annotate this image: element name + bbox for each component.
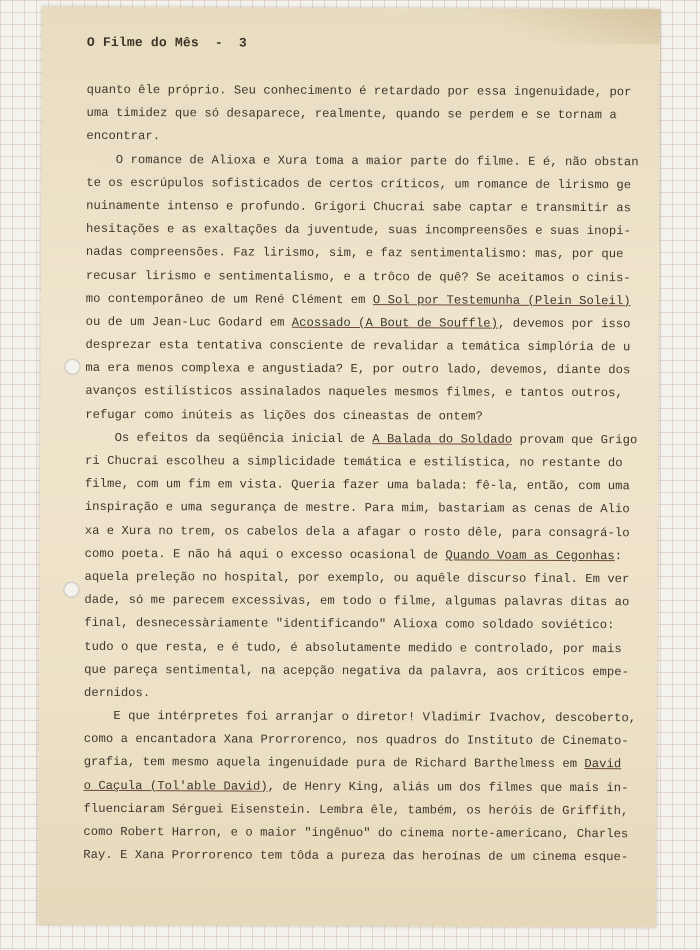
text-line bbox=[84, 659, 639, 685]
text-segment: xa e Xura no trem, os cabelos dela a afagar o rosto dêle, para consagrá-lo bbox=[84, 523, 630, 540]
underlined-title: Quando Voam as Cegonhas bbox=[445, 548, 615, 563]
text-line bbox=[86, 218, 641, 244]
text-segment: tudo o que resta, e é tudo, é absolutamente medido e controlado, por mais bbox=[84, 639, 622, 656]
text-segment: inspiração e uma segurança de mestre. Para mim, bastariam as cenas de Alio bbox=[84, 500, 630, 517]
underlined-title: O Sol por Testemunha (Plein Soleil) bbox=[372, 292, 631, 308]
underlined-title: A Balada do Soldado bbox=[372, 431, 513, 447]
text-line bbox=[84, 589, 639, 615]
text-line bbox=[86, 311, 641, 337]
text-segment: mo contemporâneo de um René Clément em bbox=[85, 291, 373, 307]
punch-hole-top bbox=[64, 359, 80, 375]
underlined-title: o Caçula (Tol'able David) bbox=[83, 778, 268, 794]
text-segment: fluenciaram Sérguei Eisenstein. Lembra êle, também, os heróis de Griffith, bbox=[83, 801, 629, 819]
text-segment: refugar como inúteis as lições dos cineastas de ontem? bbox=[85, 407, 483, 424]
text-line bbox=[86, 264, 641, 290]
text-segment: : bbox=[614, 548, 623, 563]
text-segment: que pareça sentimental, na acepção negativa da palavra, aos críticos empe- bbox=[84, 662, 630, 679]
text-segment: dade, só me parecem excessivas, em todo o filme, algumas palavras ditas ao bbox=[84, 592, 630, 610]
text-line bbox=[85, 450, 640, 476]
text-line bbox=[87, 79, 642, 105]
text-line bbox=[84, 728, 639, 754]
text-line bbox=[86, 148, 641, 174]
text-segment: quanto êle próprio. Seu conhecimento é retardado por essa ingenuidade, por bbox=[86, 82, 632, 100]
text-segment: recusar lirismo e sentimentalismo, e a trôco de quê? Se aceitamos o cinis- bbox=[85, 268, 631, 285]
text-line bbox=[84, 682, 639, 708]
text-line bbox=[86, 288, 641, 314]
text-line bbox=[86, 102, 641, 128]
text-segment: E que intérpretes foi arranjar o diretor! Vladimir Ivachov, descoberto, bbox=[83, 708, 637, 726]
text-segment: ma era menos complexa e angustiada? E, por outro lado, devemos, diante dos bbox=[85, 361, 631, 378]
page-header: O Filme do Mês - 3 bbox=[86, 34, 247, 51]
text-segment: nadas compreensões. Faz lirismo, sim, e faz sentimentalismo: mas, por que bbox=[85, 245, 624, 262]
text-segment: desprezar esta tentativa consciente de revalidar a temática simplória de u bbox=[85, 337, 631, 355]
text-line bbox=[86, 125, 641, 151]
text-line bbox=[85, 380, 640, 406]
text-line bbox=[83, 844, 638, 870]
text-line bbox=[83, 821, 638, 847]
text-segment: te os escrúpulos sofisticados de certos críticos, um romance de lirismo ge bbox=[86, 175, 632, 192]
text-line bbox=[86, 241, 641, 267]
text-segment: Os efeitos da seqüência inicial de bbox=[85, 430, 373, 446]
text-segment: hesitações e as exaltações da juventude, suas incompreensões e suas inopi- bbox=[86, 221, 631, 239]
text-segment: ri Chucrai escolheu a simplicidade temática e estilística, no restante do bbox=[84, 453, 623, 471]
text-segment: avanços estilísticos assinalados naqueles mesmos filmes, e tantos outros, bbox=[85, 384, 623, 401]
text-line bbox=[85, 357, 640, 383]
text-segment: ou de um Jean-Luc Godard em bbox=[85, 314, 292, 330]
punch-hole-bottom bbox=[63, 582, 79, 598]
underlined-title: Acossado (A Bout de Souffle) bbox=[291, 315, 499, 331]
text-segment: O romance de Alioxa e Xura toma a maior parte do filme. E é, não obstan bbox=[86, 152, 639, 169]
text-segment: dernidos. bbox=[83, 685, 151, 701]
text-line bbox=[84, 705, 639, 731]
text-line bbox=[85, 519, 640, 545]
text-segment: uma timidez que só desaparece, realmente, quando se perdem e se tornam a bbox=[86, 106, 617, 123]
text-segment: , devemos por isso bbox=[497, 316, 631, 332]
text-segment: como poeta. E não há aqui o excesso ocasional de bbox=[84, 546, 446, 563]
text-line bbox=[84, 566, 639, 592]
document-page bbox=[38, 7, 660, 928]
text-segment: Ray. E Xana Prorrorenco tem tôda a pureza das heroínas de um cinema esque- bbox=[83, 848, 629, 865]
text-line bbox=[85, 427, 640, 453]
text-line bbox=[84, 612, 639, 638]
text-line bbox=[84, 774, 639, 800]
text-line bbox=[85, 403, 640, 429]
body-text bbox=[83, 79, 641, 870]
text-segment: filme, com um fim em vista. Queria fazer uma balada: fê-la, então, com uma bbox=[84, 477, 630, 494]
text-line bbox=[83, 798, 638, 824]
text-segment: , de Henry King, aliás um dos filmes que mais in- bbox=[267, 779, 629, 795]
text-line bbox=[85, 334, 640, 360]
text-line bbox=[84, 635, 639, 661]
text-line bbox=[86, 172, 641, 198]
text-segment: grafia, tem mesmo aquela ingenuidade pura de Richard Barthelmess em bbox=[83, 755, 585, 772]
text-line bbox=[86, 195, 641, 221]
text-segment: nuinamente intenso e profundo. Grigori Chucrai sabe captar e transmitir as bbox=[86, 198, 632, 216]
text-segment: como Robert Harron, e o maior "ingênuo" do cinema norte-americano, Charles bbox=[83, 824, 629, 842]
text-segment: encontrar. bbox=[86, 129, 161, 144]
text-line bbox=[85, 496, 640, 522]
text-line bbox=[85, 473, 640, 499]
text-segment: final, desnecessàriamente "identificando" Alioxa como soldado soviético: bbox=[84, 616, 615, 633]
text-line bbox=[84, 751, 639, 777]
text-line bbox=[85, 543, 640, 569]
text-segment: aquela preleção no hospital, por exemplo, ou aquêle discurso final. Em ver bbox=[84, 569, 630, 587]
underlined-title: David bbox=[584, 757, 622, 772]
text-segment: provam que Grigo bbox=[512, 432, 638, 448]
text-segment: como a encantadora Xana Prorrorenco, nos quadros do Instituto de Cinemato- bbox=[83, 732, 629, 749]
